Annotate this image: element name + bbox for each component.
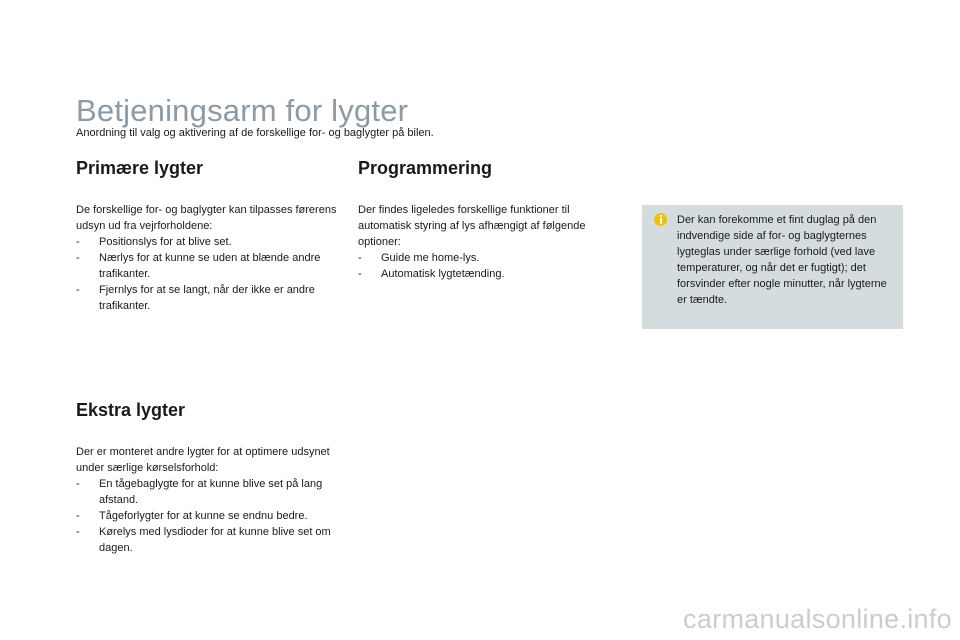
info-icon	[654, 213, 667, 226]
list-marker: -	[76, 236, 80, 248]
page-subtitle: Anordning til valg og aktivering af de forskellige for- og baglygter på bilen.	[76, 127, 434, 139]
list-item-text: Automatisk lygtetænding.	[381, 268, 505, 280]
list-item-text: Fjernlys for at se langt, når der ikke er andre trafikanter.	[99, 284, 315, 312]
primary-lights-section	[76, 202, 338, 314]
list-marker: -	[358, 268, 362, 280]
list-marker: -	[76, 478, 80, 490]
programming-intro: Der findes ligeledes forskellige funktioner til automatisk styring af lys afhængigt af følgende optioner:	[358, 204, 586, 248]
extra-lights-intro: Der er monteret andre lygter for at optimere udsynet under særlige kørselsforhold:	[76, 446, 330, 474]
primary-lights-intro: De forskellige for- og baglygter kan tilpasses førerens udsyn ud fra vejrforholdene:	[76, 204, 337, 232]
info-box	[642, 205, 903, 329]
list-marker: -	[76, 510, 80, 522]
page-title: Betjeningsarm for lygter	[76, 93, 409, 128]
programming-section	[358, 202, 620, 282]
list-item	[76, 524, 344, 556]
extra-lights-heading: Ekstra lygter	[76, 400, 186, 420]
list-item	[76, 250, 338, 282]
list-item-text: Positionslys for at blive set.	[99, 236, 232, 248]
list-marker: -	[76, 526, 80, 538]
list-item	[76, 508, 344, 524]
primary-lights-heading: Primære lygter	[76, 158, 204, 178]
watermark: carmanualsonline.info	[683, 604, 952, 634]
programming-heading: Programmering	[358, 158, 493, 178]
list-item-text: Tågeforlygter for at kunne se endnu bedre.	[99, 510, 308, 522]
list-item	[76, 476, 344, 508]
list-item	[358, 266, 620, 282]
list-marker: -	[358, 252, 362, 264]
info-text: Der kan forekomme et fint duglag på den indvendige side af for- og baglygternes lygteglas under særlige forhold (ved lave temperaturer, og når det er fugtigt); det forsvinder efter nogle minutter, når lygterne er tændte.	[677, 214, 887, 306]
list-item	[358, 250, 620, 266]
primary-lights-list	[76, 234, 338, 314]
list-item	[76, 234, 338, 250]
list-item-text: Guide me home-lys.	[381, 252, 480, 264]
extra-lights-section	[76, 444, 344, 556]
list-marker: -	[76, 284, 80, 296]
list-item	[76, 282, 338, 314]
list-item-text: Nærlys for at kunne se uden at blænde andre trafikanter.	[99, 252, 321, 280]
list-marker: -	[76, 252, 80, 264]
programming-list	[358, 250, 620, 282]
list-item-text: Kørelys med lysdioder for at kunne blive set om dagen.	[99, 526, 331, 554]
extra-lights-list	[76, 476, 344, 556]
list-item-text: En tågebaglygte for at kunne blive set på lang afstand.	[99, 478, 323, 506]
